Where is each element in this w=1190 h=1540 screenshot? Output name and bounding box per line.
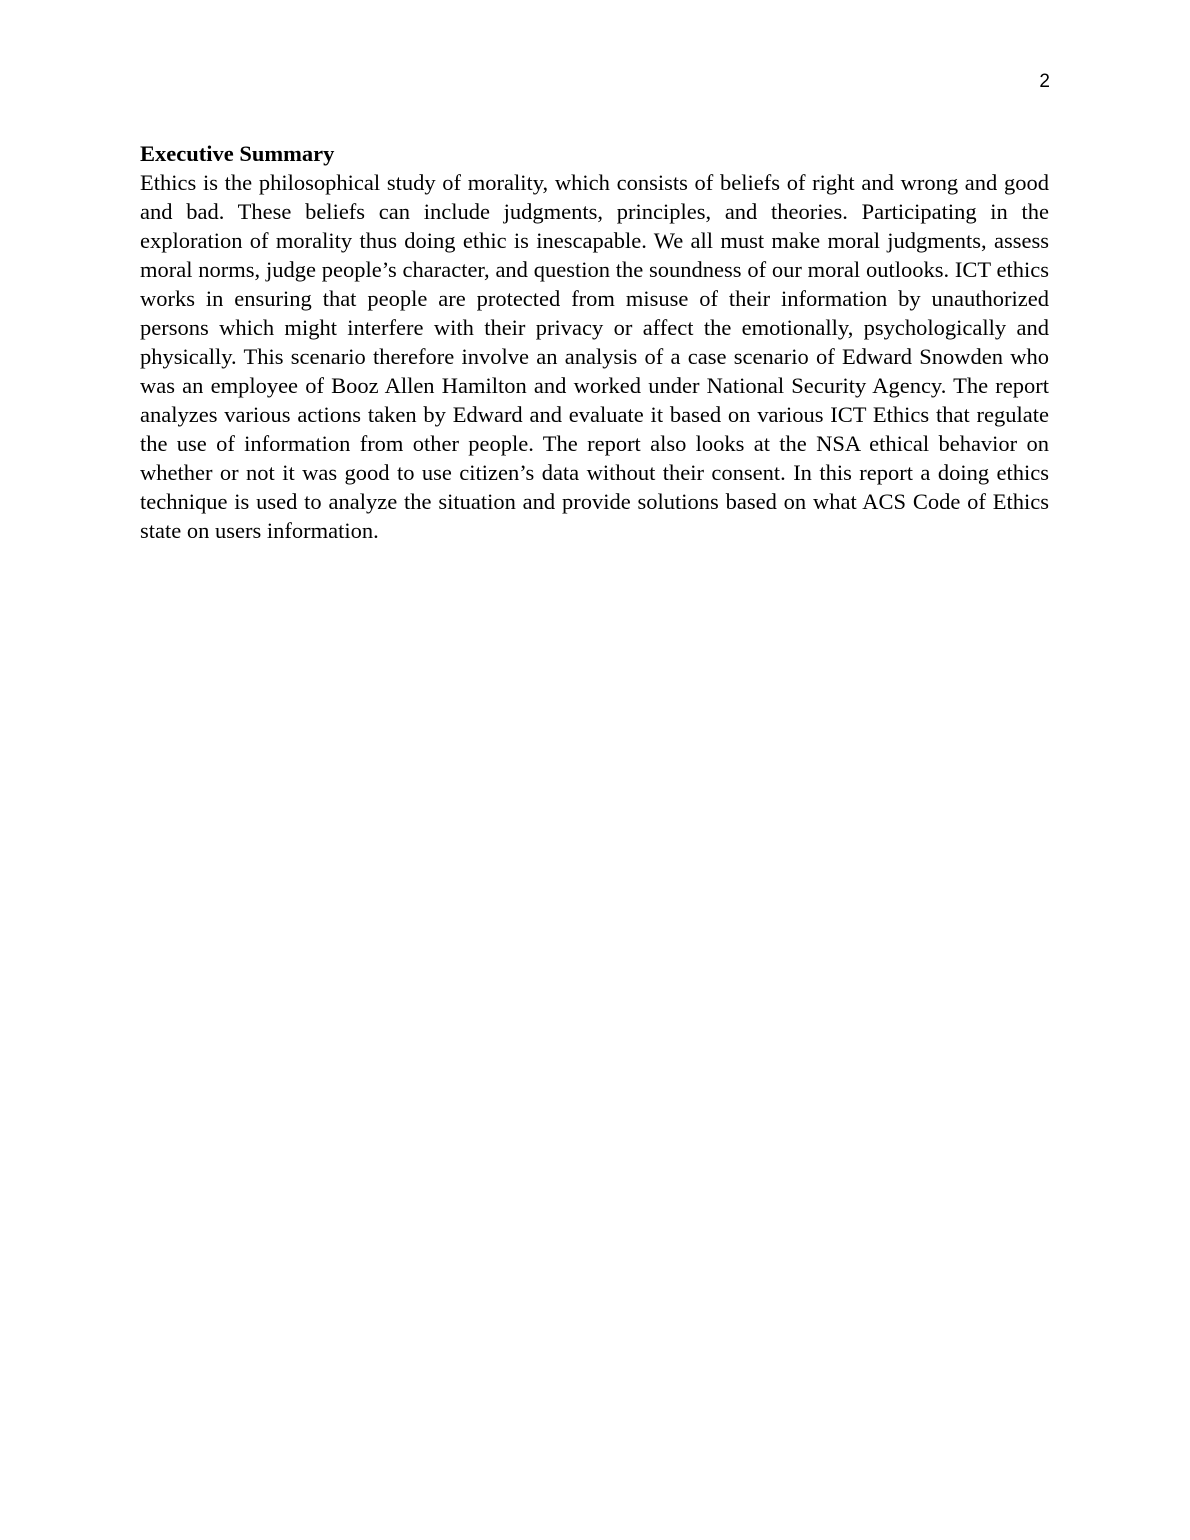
- page-number: 2: [1039, 71, 1050, 92]
- document-body: [140, 139, 1049, 545]
- summary-paragraph: Ethics is the philosophical study of morality, which consists of beliefs of right and wrong and good and bad. These beliefs can include judgments, principles, and theories. Participating in the exploration of morality thus doing ethic is inescapable. We all must make moral judgments, assess moral norms, judge people’s character, and question the soundness of our moral outlooks. ICT ethics works in ensuring that people are protected from misuse of their information by unauthorized persons which might interfere with their privacy or affect the emotionally, psychologically and physically. This scenario therefore involve an analysis of a case scenario of Edward Snowden who was an employee of Booz Allen Hamilton and worked under National Security Agency. The report analyzes various actions taken by Edward and evaluate it based on various ICT Ethics that regulate the use of information from other people. The report also looks at the NSA ethical behavior on whether or not it was good to use citizen’s data without their consent. In this report a doing ethics technique is used to analyze the situation and provide solutions based on what ACS Code of Ethics state on users information.: [140, 170, 1049, 543]
- section-heading: Executive Summary: [140, 141, 335, 166]
